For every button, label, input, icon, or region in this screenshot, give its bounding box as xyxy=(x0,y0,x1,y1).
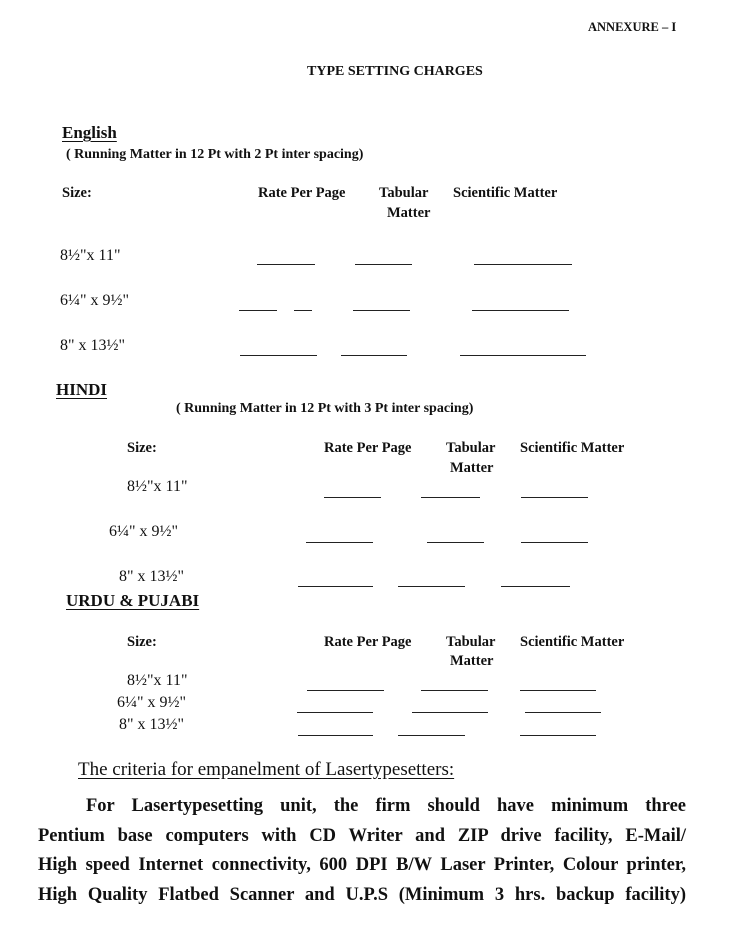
blank-line xyxy=(472,310,569,311)
row-size-label: 8" x 13½" xyxy=(119,716,185,733)
blank-line xyxy=(474,264,572,265)
col-rate-header: Rate Per Page xyxy=(324,634,412,650)
section-heading-english: English xyxy=(62,123,117,142)
row-size-label: 8" x 13½" xyxy=(119,568,185,585)
section-note-english: ( Running Matter in 12 Pt with 2 Pt inter spacing) xyxy=(66,147,364,162)
section-heading-urdu-punjabi: URDU & PUJABI xyxy=(66,591,200,610)
blank-line xyxy=(298,735,373,736)
col-scientific-header: Scientific Matter xyxy=(453,185,558,201)
col-scientific-header: Scientific Matter xyxy=(520,634,625,650)
row-size-label: 8½"x 11" xyxy=(60,247,121,264)
blank-line xyxy=(297,712,373,713)
blank-line xyxy=(353,310,410,311)
blank-line xyxy=(324,497,381,498)
size-label: Size: xyxy=(127,634,157,650)
col-tabular-header: Tabular xyxy=(379,185,429,201)
blank-line xyxy=(294,310,312,311)
blank-line xyxy=(521,497,588,498)
row-size-label: 6¼" x 9½" xyxy=(109,523,179,540)
section-note-hindi: ( Running Matter in 12 Pt with 3 Pt inter spacing) xyxy=(176,401,474,416)
size-label: Size: xyxy=(127,440,157,456)
row-size-label: 8½"x 11" xyxy=(127,672,188,689)
blank-line xyxy=(525,712,601,713)
blank-line xyxy=(398,586,465,587)
col-tabular-header-2: Matter xyxy=(450,653,494,669)
blank-line xyxy=(239,310,277,311)
blank-line xyxy=(398,735,465,736)
annexure-label: ANNEXURE – I xyxy=(588,20,677,34)
row-size-label: 6¼" x 9½" xyxy=(117,694,187,711)
blank-line xyxy=(421,690,488,691)
col-scientific-header: Scientific Matter xyxy=(520,440,625,456)
col-rate-header: Rate Per Page xyxy=(324,440,412,456)
criteria-line: Pentium base computers with CD Writer and ZIP drive facility, E-Mail/ xyxy=(38,825,686,846)
blank-line xyxy=(501,586,570,587)
blank-line xyxy=(520,735,596,736)
criteria-heading: The criteria for empanelment of Lasertypesetters: xyxy=(78,759,455,780)
blank-line xyxy=(427,542,484,543)
criteria-line: High Quality Flatbed Scanner and U.P.S (Minimum 3 hrs. backup facility) xyxy=(38,884,686,905)
section-heading-hindi: HINDI xyxy=(56,380,108,399)
blank-line xyxy=(240,355,317,356)
col-tabular-header-2: Matter xyxy=(387,205,431,221)
blank-line xyxy=(460,355,586,356)
blank-line xyxy=(421,497,480,498)
col-tabular-header: Tabular xyxy=(446,634,496,650)
blank-line xyxy=(307,690,384,691)
row-size-label: 8" x 13½" xyxy=(60,337,126,354)
row-size-label: 6¼" x 9½" xyxy=(60,292,130,309)
criteria-line: High speed Internet connectivity, 600 DPI B/W Laser Printer, Colour printer, xyxy=(38,855,686,875)
col-tabular-header-2: Matter xyxy=(450,460,494,476)
row-size-label: 8½"x 11" xyxy=(127,478,188,495)
blank-line xyxy=(257,264,315,265)
page-title: TYPE SETTING CHARGES xyxy=(307,64,483,79)
col-tabular-header: Tabular xyxy=(446,440,496,456)
blank-line xyxy=(341,355,407,356)
blank-line xyxy=(521,542,588,543)
size-label: Size: xyxy=(62,185,92,201)
blank-line xyxy=(306,542,373,543)
criteria-line: For Lasertypesetting unit, the firm should have minimum three xyxy=(86,796,686,816)
blank-line xyxy=(298,586,373,587)
blank-line xyxy=(412,712,488,713)
blank-line xyxy=(520,690,596,691)
criteria-paragraph xyxy=(38,792,686,910)
blank-line xyxy=(355,264,412,265)
col-rate-header: Rate Per Page xyxy=(258,185,346,201)
